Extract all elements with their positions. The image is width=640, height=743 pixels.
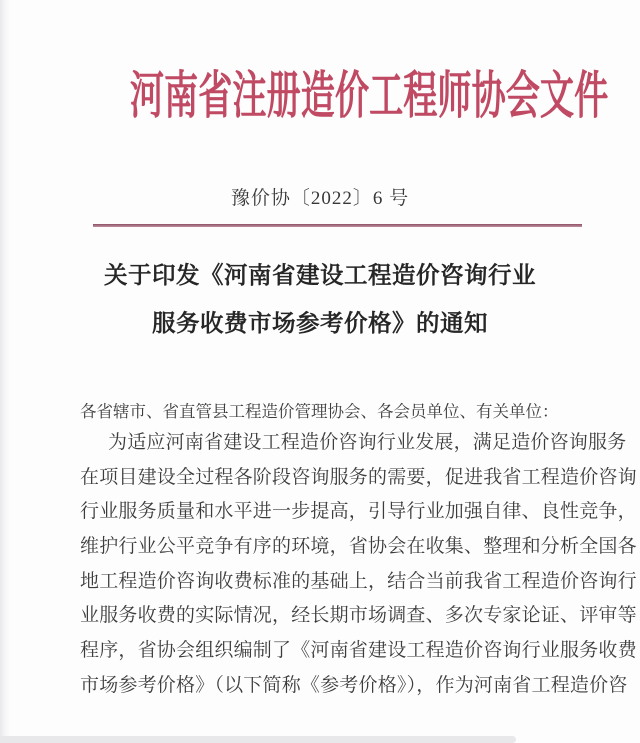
bottom-edge-shadow	[0, 736, 516, 743]
body-line: 程序，省协会组织编制了《河南省建设工程造价咨询行业服务收费	[80, 640, 637, 662]
masthead-title-text: 河南省注册造价工程师协会文件	[129, 69, 609, 125]
notice-title-line-2: 服务收费市场参考价格》的通知	[152, 311, 488, 337]
body-line: 在项目建设全过程各阶段咨询服务的需要，促进我省工程造价咨询	[80, 466, 637, 488]
body-line: 维护行业公平竞争有序的环境，省协会在收集、整理和分析全国各	[80, 536, 637, 558]
notice-title	[0, 252, 640, 348]
body-line: 市场参考价格》（以下简称《参考价格》），作为河南省工程造价咨	[80, 674, 628, 696]
masthead-title	[0, 60, 640, 134]
body-paragraph	[80, 426, 637, 704]
body-line: 行业服务质量和水平进一步提高，引导行业加强自律、良性竞争，	[80, 501, 637, 523]
body-line: 地工程造价咨询收费标准的基础上，结合当前我省工程造价咨询行	[80, 570, 637, 592]
red-divider-line	[93, 224, 582, 227]
document-number: 豫价协〔2022〕6 号	[230, 188, 410, 209]
body-line: 为适应河南省建设工程造价咨询行业发展，满足造价咨询服务	[108, 432, 627, 453]
salutation-line: 各省辖市、省直管县工程造价管理协会、各会员单位、有关单位：	[80, 402, 559, 421]
notice-title-line-1: 关于印发《河南省建设工程造价咨询行业	[104, 263, 536, 289]
body-line: 业服务收费的实际情况，经长期市场调查、多次专家论证、评审等	[80, 605, 637, 627]
